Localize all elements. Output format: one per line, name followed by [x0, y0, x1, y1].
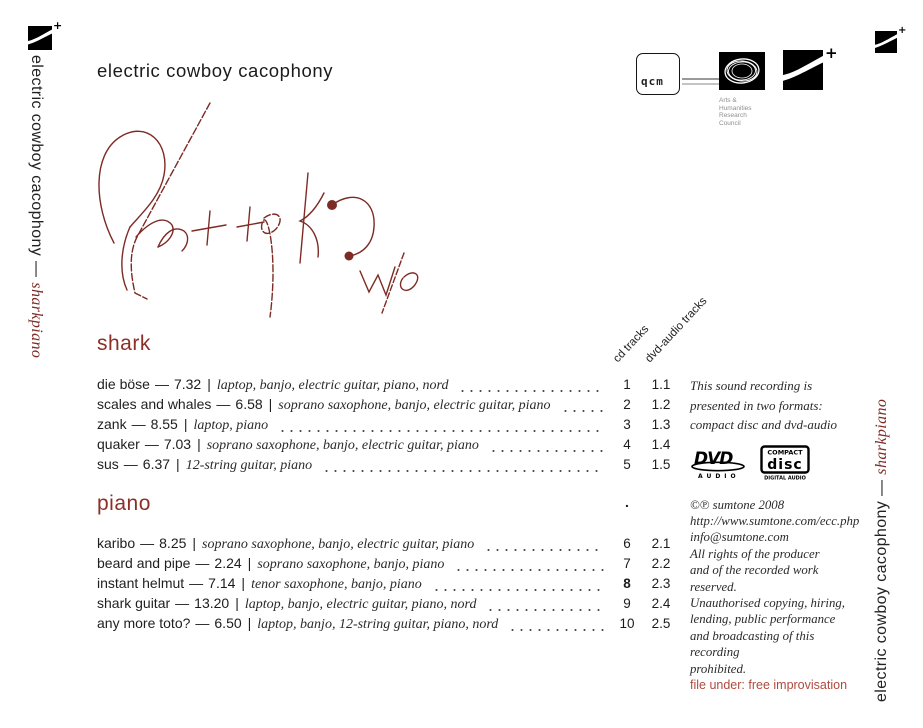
- pipe-separator: |: [207, 376, 211, 392]
- track-duration: 6.37: [142, 456, 171, 472]
- ahrc-caption-line1: Arts & Humanities: [719, 97, 752, 112]
- dvd-audio-logo: [690, 447, 752, 481]
- qcm-logo: [636, 53, 680, 95]
- rights-notice: [690, 497, 860, 677]
- ahrc-logo: [719, 52, 765, 127]
- disc-format-logos: [690, 447, 860, 483]
- track-instruments: laptop, banjo, electric guitar, piano, nord: [216, 378, 449, 393]
- dvd-track-number: 1.4: [651, 437, 671, 452]
- track-name: sus: [97, 456, 119, 472]
- rights-line: lending, public performance: [690, 612, 836, 627]
- dash-separator: —: [189, 575, 204, 591]
- dot-leader: [454, 555, 604, 575]
- pipe-separator: |: [235, 595, 239, 611]
- right-side-title: [874, 399, 890, 702]
- cd-logo-word: disc: [767, 456, 803, 473]
- track-duration: 6.58: [235, 396, 263, 412]
- dvd-track-number: 2.5: [651, 616, 671, 631]
- dash-separator: —: [123, 456, 138, 472]
- track-duration: 7.03: [163, 436, 192, 452]
- track-duration: 13.20: [194, 595, 230, 611]
- cd-track-number: 1: [623, 377, 631, 392]
- dvd-track-number: 2.3: [651, 576, 671, 591]
- pipe-separator: |: [176, 456, 180, 472]
- rights-line: and of the recorded work reserved.: [690, 563, 819, 594]
- dot-leader: [278, 416, 604, 436]
- sumtone-logo-header: [783, 44, 838, 95]
- cd-track-number: 3: [623, 417, 631, 432]
- cd-track-number: 10: [619, 616, 635, 631]
- page-title: electric cowboy cacophony: [97, 60, 334, 81]
- track-name: zank: [97, 416, 127, 432]
- dot-leader: [489, 436, 604, 456]
- left-side-title: [28, 55, 44, 358]
- dash-separator: —: [195, 555, 210, 571]
- track-name: any more toto?: [97, 615, 191, 631]
- ahrc-rings-icon: [719, 52, 765, 90]
- dot-leader: [561, 396, 605, 416]
- plus-icon: +: [53, 19, 63, 32]
- track-instruments: 12-string guitar, piano: [185, 458, 313, 473]
- dvd-track-number: 2.4: [651, 596, 671, 611]
- track-row: [97, 575, 680, 595]
- track-name: karibo: [97, 535, 136, 551]
- pipe-separator: |: [192, 535, 197, 551]
- qcm-tagline-line2: [682, 83, 722, 85]
- cd-track-number: 7: [623, 556, 631, 571]
- dot-leader: [486, 595, 604, 615]
- track-row: [97, 416, 680, 436]
- track-duration: 6.50: [214, 615, 242, 631]
- track-instruments: laptop, banjo, 12-string guitar, piano, nord: [257, 617, 499, 632]
- dvd-track-number: 1.2: [651, 397, 671, 412]
- track-instruments: tenor saxophone, banjo, piano: [251, 577, 422, 592]
- track-name: instant helmut: [97, 575, 185, 591]
- side-title-text: electric cowboy cacophony —: [28, 55, 45, 283]
- rights-line: info@sumtone.com: [690, 530, 789, 545]
- dvd-track-number: 1.1: [651, 377, 671, 392]
- dvd-logo-sub: AUDIO: [698, 472, 740, 480]
- track-name: quaker: [97, 436, 140, 452]
- track-name: scales and whales: [97, 396, 212, 412]
- dvd-track-number: 1.3: [651, 417, 671, 432]
- sumtone-swoosh-icon: [875, 31, 897, 53]
- cd-track-number: 8: [623, 576, 631, 591]
- dash-separator: —: [154, 376, 169, 392]
- cd-track-number: 6: [623, 536, 631, 551]
- info-column: [690, 376, 860, 692]
- track-row: [97, 396, 680, 416]
- dash-separator: —: [144, 436, 159, 452]
- dot-leader: [432, 575, 604, 595]
- dvd-logo-word: DVD: [694, 448, 733, 469]
- format-note-line: compact disc and dvd-audio: [690, 417, 837, 432]
- ahrc-caption-line2: Research Council: [719, 112, 747, 127]
- track-row: [97, 436, 680, 456]
- dvd-track-number: 2.2: [651, 556, 671, 571]
- sumtone-logo-top-right: [875, 25, 907, 58]
- format-note-line: presented in two formats:: [690, 397, 823, 413]
- track-row: [97, 376, 680, 396]
- cd-track-number: 4: [623, 437, 631, 452]
- qcm-logo-letters: qcm: [641, 75, 664, 88]
- cd-tracks-column-label: cd tracks: [611, 323, 652, 365]
- rights-line: ©℗ sumtone 2008: [690, 497, 785, 512]
- track-duration: 7.14: [208, 575, 236, 591]
- track-instruments: soprano saxophone, banjo, electric guitar, piano: [206, 438, 479, 453]
- compact-disc-logo: [760, 445, 810, 481]
- side-title-text: electric cowboy cacophony —: [873, 474, 890, 702]
- track-row: [97, 456, 680, 476]
- pipe-separator: |: [247, 555, 252, 571]
- pipe-separator: |: [241, 575, 246, 591]
- format-note: [690, 376, 860, 435]
- dvd-audio-tracks-column-label: dvd-audio tracks: [643, 295, 710, 365]
- plus-icon: +: [898, 25, 907, 36]
- dvd-track-number: 1.5: [651, 457, 671, 472]
- track-name: die böse: [97, 376, 150, 392]
- track-instruments: soprano saxophone, banjo, electric guitar, piano: [278, 398, 551, 413]
- sumtone-swoosh-icon: [28, 26, 52, 50]
- format-note-line: This sound recording is: [690, 378, 813, 393]
- rights-line: http://www.sumtone.com/ecc.php: [690, 513, 860, 528]
- rights-line: All rights of the producer: [690, 546, 820, 561]
- cd-track-number: 2: [623, 397, 631, 412]
- track-instruments: laptop, piano: [193, 418, 269, 433]
- cd-logo-top: COMPACT: [767, 448, 803, 456]
- pipe-separator: |: [197, 436, 201, 452]
- cd-track-number: 9: [623, 596, 631, 611]
- track-duration: 7.32: [173, 376, 202, 392]
- signature-scrawl: [92, 85, 427, 325]
- track-row: [97, 555, 680, 575]
- track-instruments: soprano saxophone, banjo, electric guitar, piano: [202, 537, 475, 552]
- pipe-separator: |: [268, 396, 273, 412]
- track-row: [97, 615, 680, 635]
- side-album-name: sharkpiano: [873, 398, 890, 475]
- dot-leader: [322, 456, 604, 476]
- dash-separator: —: [131, 416, 146, 432]
- track-name: beard and pipe: [97, 555, 191, 571]
- rights-line: prohibited.: [690, 661, 747, 676]
- dot-leader: [458, 376, 604, 396]
- cd-track-number: 5: [623, 457, 631, 472]
- track-name: shark guitar: [97, 595, 171, 611]
- rights-line: and broadcasting of this recording: [690, 628, 815, 660]
- section-heading-piano: piano: [97, 492, 151, 515]
- cd-logo-bottom: DIGITAL AUDIO: [764, 475, 806, 481]
- track-duration: 2.24: [214, 555, 242, 571]
- piano-tracklist: [97, 535, 680, 635]
- dash-separator: —: [195, 615, 210, 631]
- stray-dot: .: [625, 494, 629, 510]
- dvd-track-number: 2.1: [651, 536, 671, 551]
- section-heading-shark: shark: [97, 332, 151, 355]
- track-row: [97, 595, 680, 615]
- ahrc-caption: [719, 97, 765, 127]
- track-instruments: laptop, banjo, electric guitar, piano, nord: [244, 597, 477, 612]
- rights-line: Unauthorised copying, hiring,: [690, 595, 845, 610]
- track-duration: 8.55: [150, 416, 178, 432]
- file-under-label: file under: free improvisation: [690, 677, 848, 692]
- dot-leader: [508, 615, 604, 635]
- pipe-separator: |: [183, 416, 188, 432]
- dash-separator: —: [140, 535, 155, 551]
- plus-icon: +: [825, 44, 838, 62]
- track-instruments: soprano saxophone, banjo, piano: [257, 557, 445, 572]
- dash-separator: —: [175, 595, 190, 611]
- track-row: [97, 535, 680, 555]
- sumtone-swoosh-icon: [783, 50, 823, 90]
- sumtone-logo-top-left: [28, 19, 63, 55]
- dash-separator: —: [216, 396, 231, 412]
- pipe-separator: |: [247, 615, 252, 631]
- dot-leader: [484, 535, 604, 555]
- track-duration: 8.25: [159, 535, 187, 551]
- shark-tracklist: [97, 376, 680, 476]
- side-album-name: sharkpiano: [28, 282, 45, 359]
